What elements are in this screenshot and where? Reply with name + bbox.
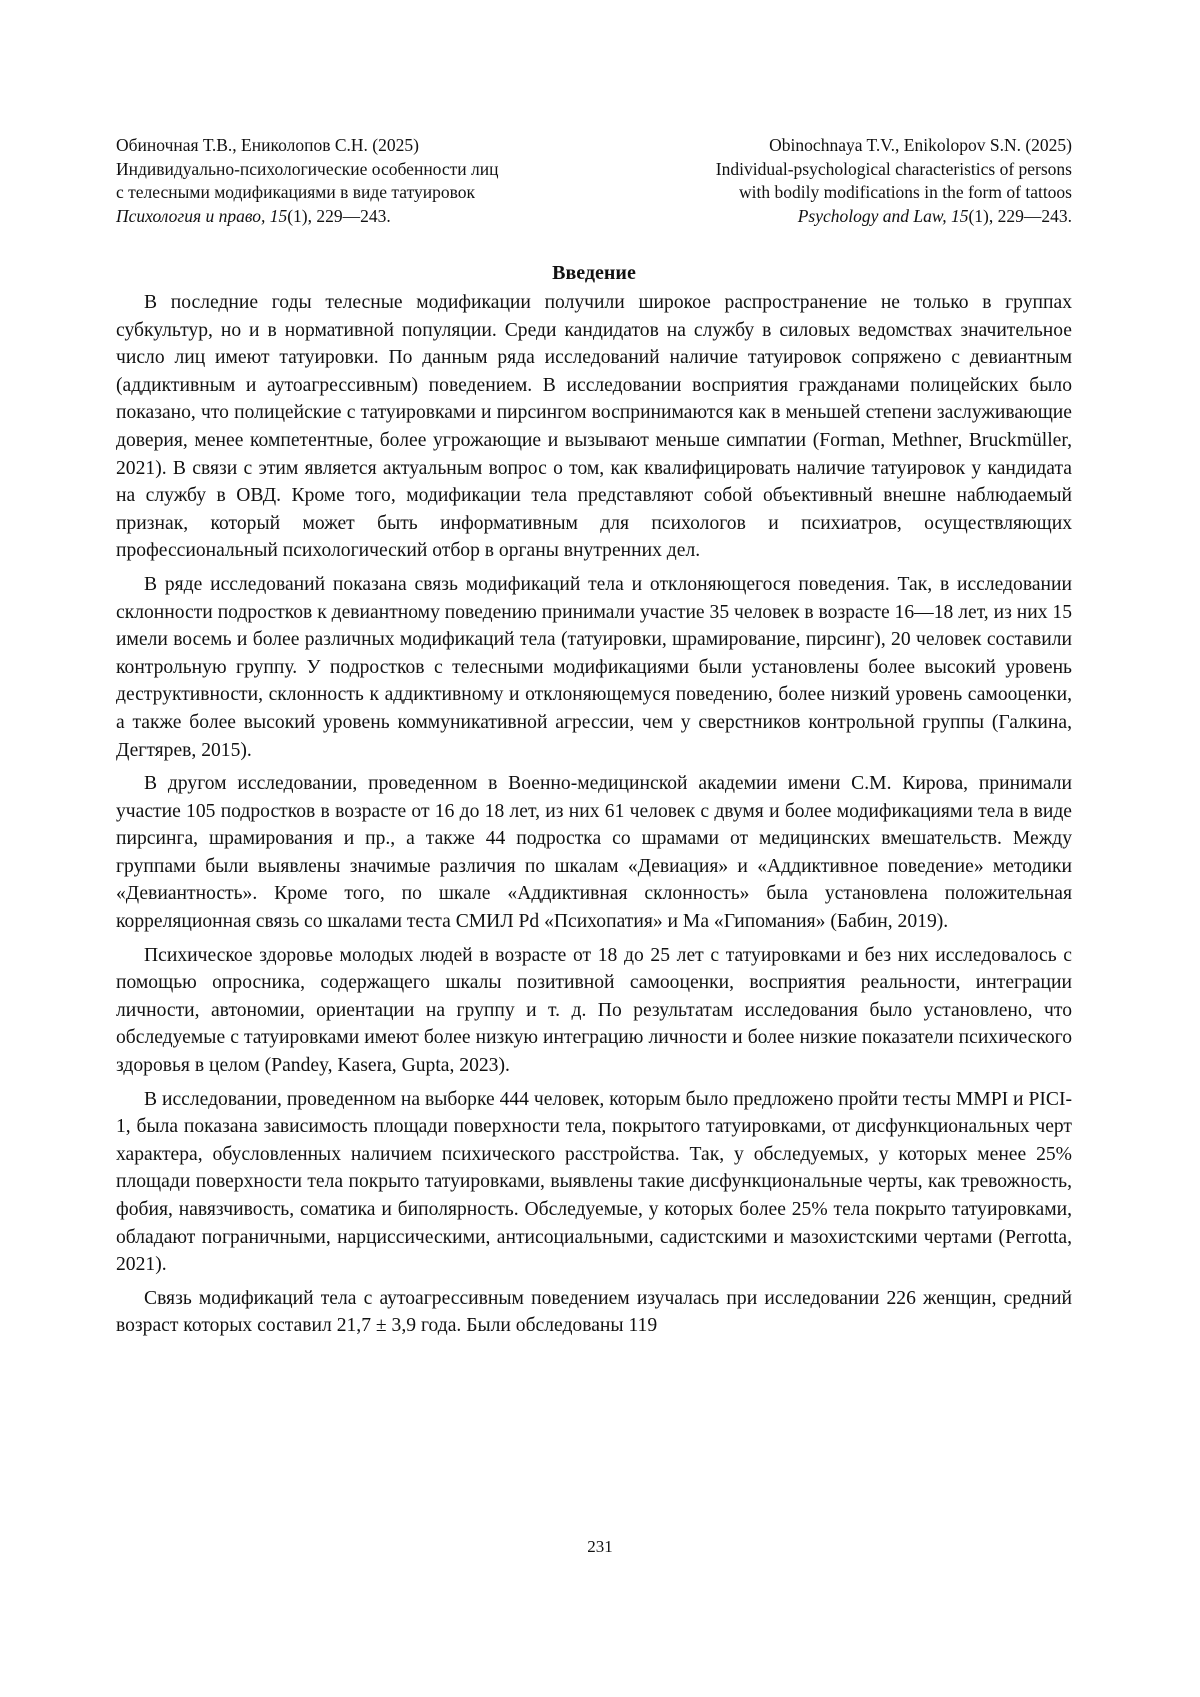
- paragraph-6: Связь модификаций тела с аутоагрессивным поведением изучалась при исследовании 226 женщин, средний возраст которых составил 21,7 ± 3,9 года. Были обследованы 119: [116, 1287, 1072, 1337]
- header-right-issue-pages: (1), 229—243.: [968, 205, 1072, 226]
- header-right-english: [716, 134, 1072, 228]
- paragraph-1: В последние годы телесные модификации получили широкое распространение не только в группах субкультур, но и в нормативной популяции. Среди кандидатов на службу в силовых ведомствах значительное число лиц имеют татуировки. По данным ряда исследований наличие татуировок сопряжено с девиантным (аддиктивным и аутоагрессивным) поведением. В исследовании восприятия гражданами полицейских было показано, что полицейские с татуировками и пирсингом воспринимаются как в меньшей степени заслуживающие доверия, менее компетентные, более угрожающие и вызывают меньше симпатии (Forman, Methner, Bruckmüller, 2021). В связи с этим является актуальным вопрос о том, как квалифицировать наличие татуировок у кандидата на службу в ОВД. Кроме того, модификации тела представляют собой объективный внешне наблюдаемый признак, который может быть информативным для психологов и психиатров, осуществляющих профессиональный психологический отбор в органы внутренних дел.: [116, 292, 1072, 562]
- page-number: 231: [587, 1537, 613, 1556]
- header-left-russian: [116, 134, 499, 228]
- header-left-volume: 15: [269, 205, 288, 226]
- header-left-title-line2: с телесными модификациями в виде татуировок: [116, 182, 476, 202]
- header-right-authors: Obinochnaya T.V., Enikolopov S.N. (2025): [769, 135, 1072, 155]
- article-body: [116, 260, 1072, 1346]
- header-right-journal-name: Psychology and Law,: [797, 205, 951, 226]
- header-left-authors: Обиночная Т.В., Ениколопов С.Н. (2025): [116, 135, 419, 155]
- paragraph-2: В ряде исследований показана связь модификаций тела и отклоняющегося поведения. Так, в исследовании склонности подростков к девиантному поведению принимали участие 35 человек в возрасте 16—18 лет, из них 15 имели восемь и более различных модификаций тела (татуировки, шрамирование, пирсинг), 20 человек составили контрольную группу. У подростков с телесными модификациями были установлены более высокий уровень деструктивности, склонность к аддиктивному и отклоняющемуся поведению, более низкий уровень самооценки, а также более высокий уровень коммуникативной агрессии, чем у сверстников контрольной группы (Галкина, Дегтярев, 2015).: [116, 573, 1072, 761]
- paragraph-4: Психическое здоровье молодых людей в возрасте от 18 до 25 лет с татуировками и без них исследовалось с помощью опросника, содержащего шкалы позитивной самооценки, восприятия реальности, интеграции личности, автономии, ориентации на группу и т. д. По результатам исследования было установлено, что обследуемые с татуировками имеют более низкую интеграцию личности и более низкие показатели психического здоровья в целом (Pandey, Kasera, Gupta, 2023).: [116, 944, 1072, 1077]
- paragraph-3: В другом исследовании, проведенном в Военно-медицинской академии имени С.М. Кирова, принимали участие 105 подростков в возрасте от 16 до 18 лет, из них 61 человек с двумя и более модификациями тела в виде пирсинга, шрамирования и пр., а также 44 подростка со шрамами от медицинских вмешательств. Между группами были выявлены значимые различия по шкалам «Девиация» и «Аддиктивное поведение» методики «Девиантность». Кроме того, по шкале «Аддиктивная склонность» была установлена положительная корреляционная связь со шкалами теста СМИЛ Pd «Психопатия» и Ма «Гипомания» (Бабин, 2019).: [116, 773, 1072, 933]
- header-left-title-line1: Индивидуально-психологические особенности лиц: [116, 158, 499, 179]
- header-right-journal: [716, 205, 1072, 229]
- running-header: [116, 134, 1072, 228]
- header-right-title-line1: Individual-psychological characteristics of persons: [715, 158, 1072, 179]
- section-title: Введение: [552, 262, 636, 284]
- header-left-journal-name: Психология и право,: [116, 205, 270, 226]
- header-left-journal: [116, 205, 499, 229]
- header-right-volume: 15: [950, 205, 969, 226]
- header-left-issue-pages: (1), 229—243.: [287, 205, 391, 226]
- paragraph-5: В исследовании, проведенном на выборке 444 человек, которым было предложено пройти тесты MMPI и PICI-1, была показана зависимость площади поверхности тела, покрытого татуировками, от дисфункциональных черт характера, обусловленных наличием психического расстройства. Так, у обследуемых, у которых менее 25% площади поверхности тела покрыто татуировками, выявлены такие дисфункциональные черты, как тревожность, фобия, навязчивость, соматика и биполярность. Обследуемые, у которых более 25% тела покрыто татуировками, обладают пограничными, нарциссическими, антисоциальными, садистскими и мазохистскими чертами (Perrotta, 2021).: [116, 1088, 1072, 1276]
- header-right-title-line2: with bodily modifications in the form of tattoos: [739, 182, 1072, 202]
